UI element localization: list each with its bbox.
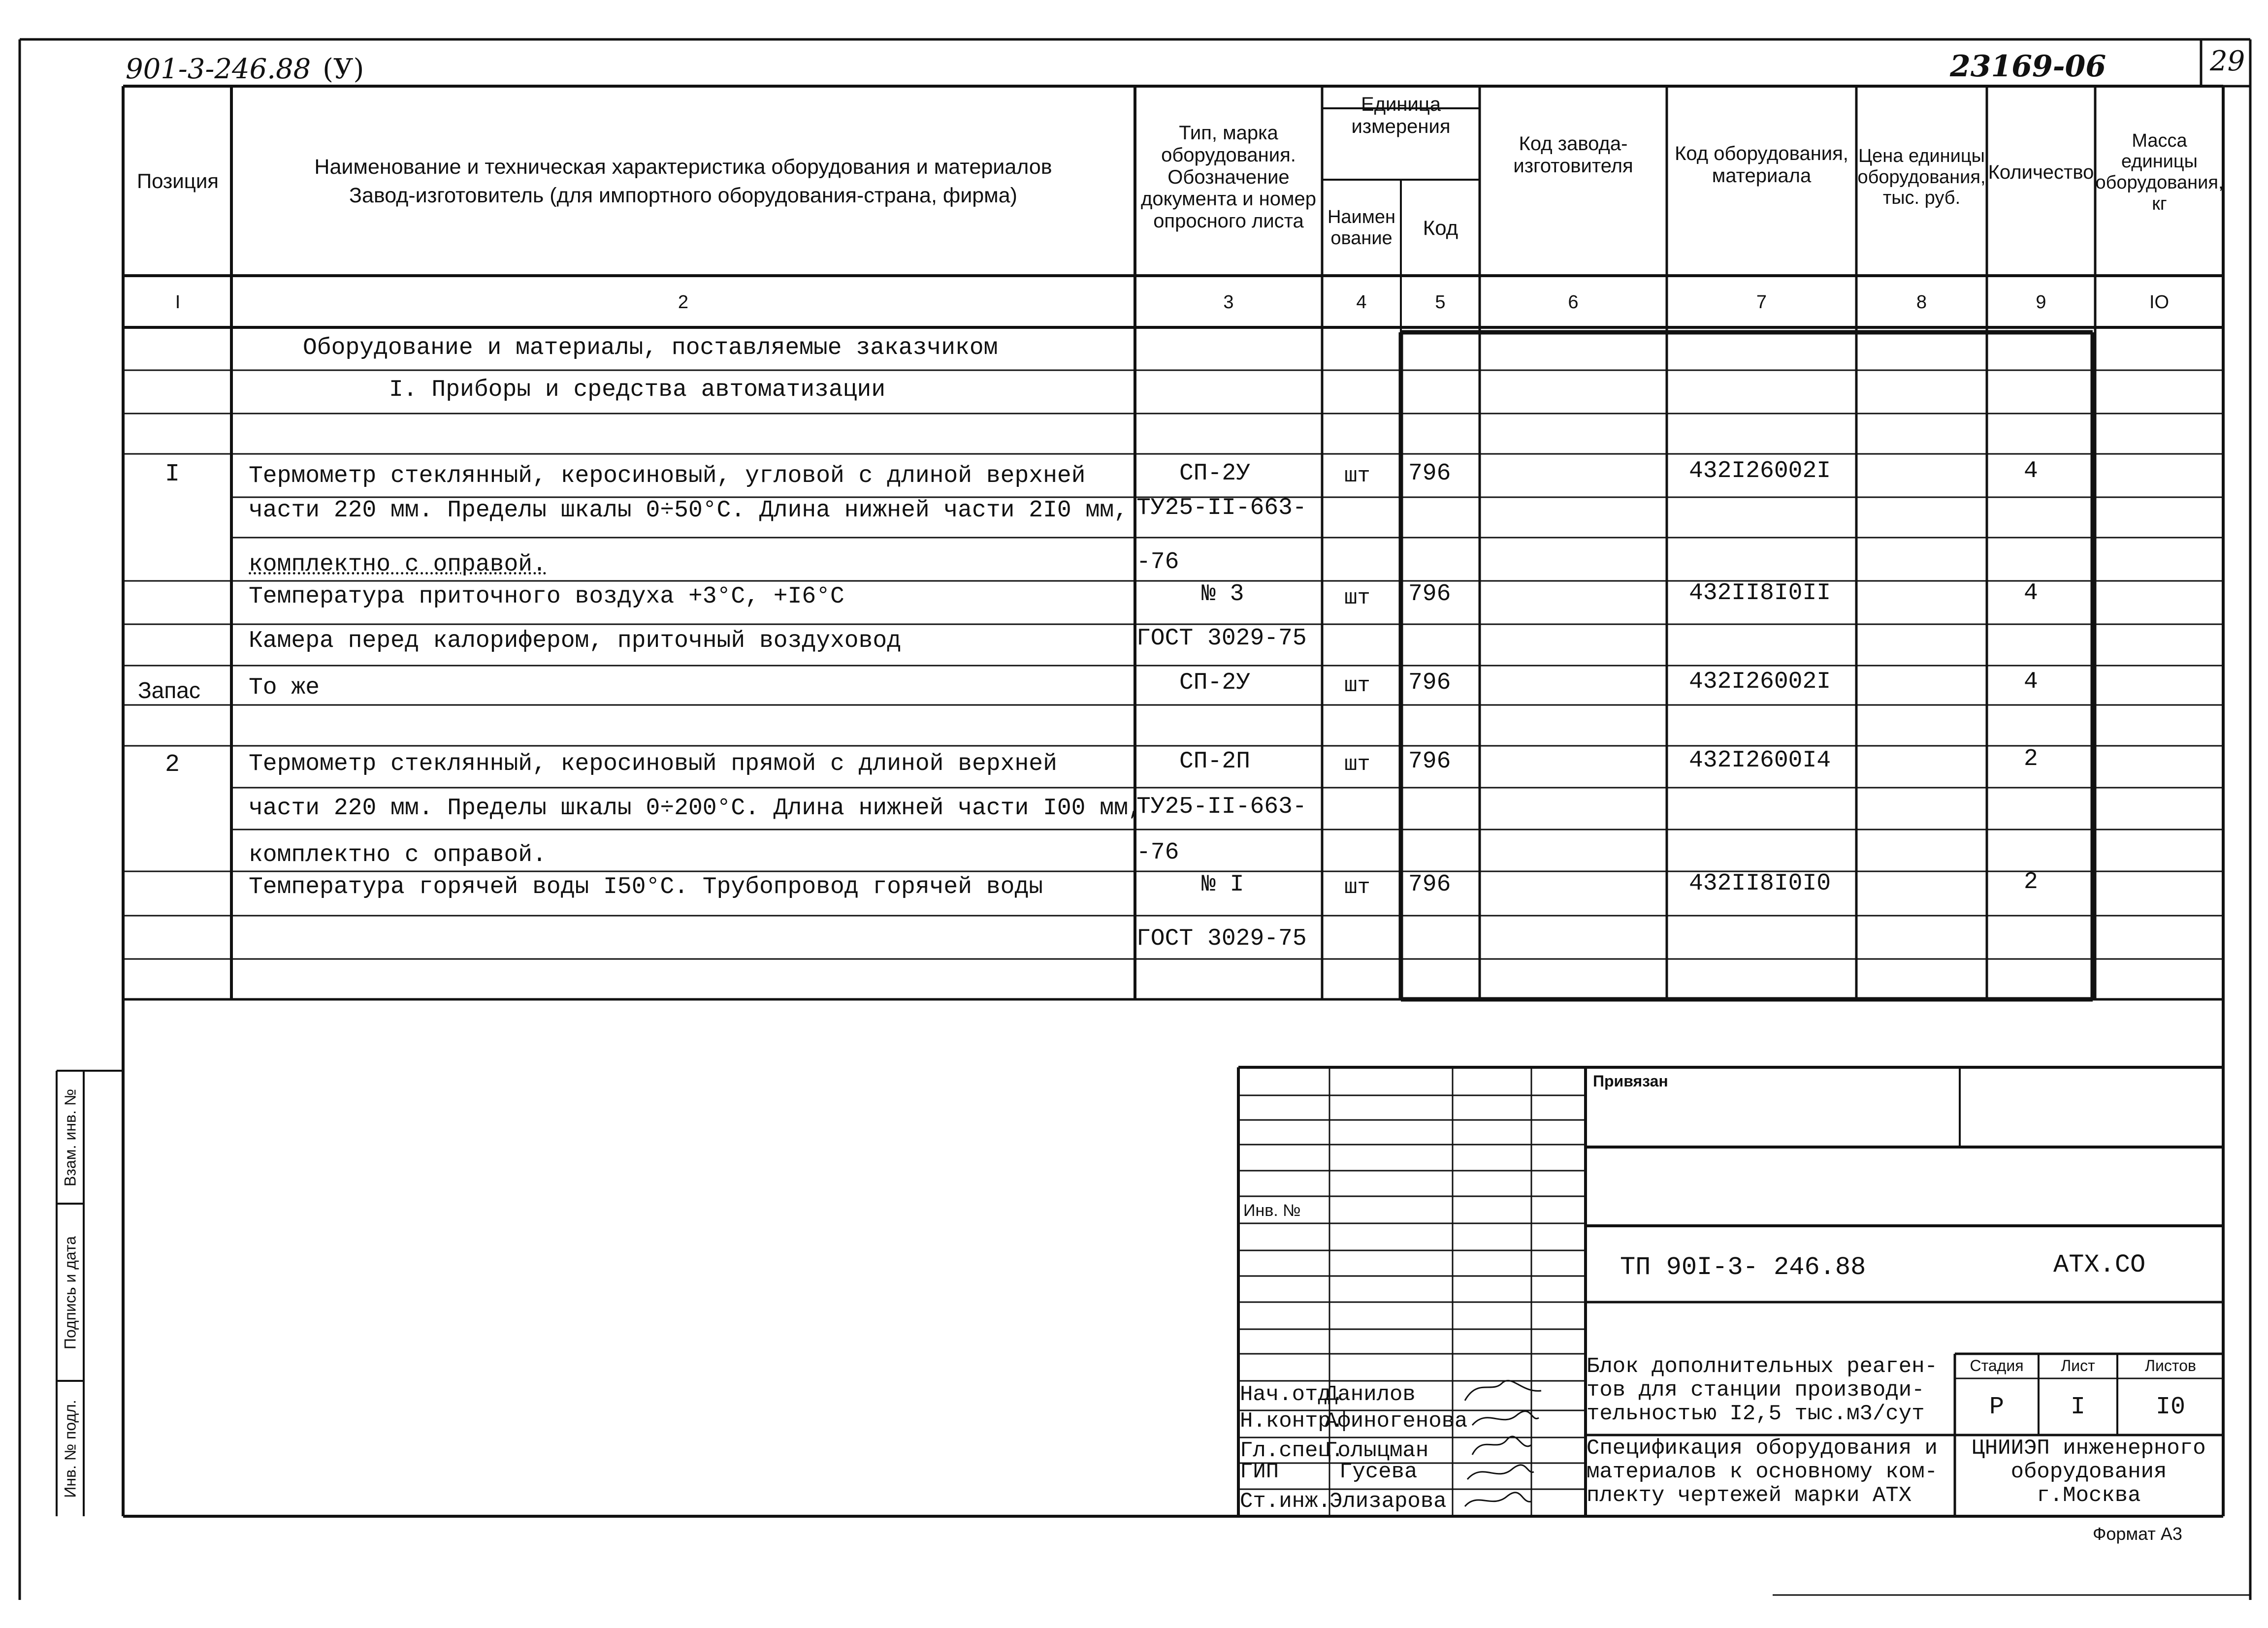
table-row-material-code: 432II8I0II [1689, 580, 1831, 607]
signatory-name: Данилов [1325, 1382, 1416, 1407]
header-name-line2: Завод-изготовитель (для импортного оборудования-страна, фирма) [349, 184, 1017, 207]
signatory-name: Гусева [1339, 1460, 1418, 1484]
table-row-unit-code: 796 [1408, 670, 1451, 696]
doc-mark: АТХ.СО [2053, 1250, 2146, 1279]
col-number-8: 8 [1916, 291, 1927, 313]
table-row-name: части 220 мм. Пределы шкалы 0÷50°С. Длина нижней части 2I0 мм, [249, 497, 1128, 524]
privyazan-label: Привязан [1593, 1072, 1668, 1090]
sheets-value: I0 [2155, 1393, 2185, 1421]
section-title: Оборудование и материалы, поставляемые заказчиком [303, 335, 998, 361]
header-factory-code: Код завода-изготовителя [1513, 133, 1633, 177]
table-row-type: СП-2У [1179, 670, 1251, 696]
side-stamp-inv [58, 1382, 83, 1515]
table-row-type: -76 [1136, 839, 1179, 866]
table-row-unit-code: 796 [1408, 748, 1451, 775]
sheet-value: I [2070, 1393, 2085, 1421]
table-row-name: То же [249, 674, 320, 701]
table-row-quantity: 4 [2024, 458, 2038, 484]
header-name-line1: Наименование и техническая характеристика оборудования и материалов [314, 155, 1052, 179]
page-number: 29 [2210, 45, 2245, 77]
table-row-type: ГОСТ 3029-75 [1136, 625, 1307, 652]
header-material-code: Код оборудования, материала [1675, 143, 1848, 187]
col-number-7: 7 [1756, 291, 1767, 313]
header-name [231, 88, 1135, 275]
spec-title [1587, 1436, 1938, 1507]
side-stamp-vzam [58, 1072, 83, 1203]
signatory-role: ГИП [1240, 1460, 1279, 1484]
drawing-code: 901-3-246.88 [126, 53, 311, 85]
side-stamp-podpis [58, 1205, 83, 1380]
table-row-quantity: 2 [2024, 869, 2038, 895]
spec-title-line2: материалов к основному ком- [1587, 1460, 1938, 1484]
col-number-4: 4 [1356, 291, 1367, 313]
table-row-material-code: 432I26002I [1689, 669, 1831, 695]
doc-number: ТП 90I-3- 246.88 [1620, 1253, 1866, 1282]
col-number-9: 9 [2036, 291, 2046, 313]
table-row-name: Термометр стеклянный, керосиновый прямой с длиной верхней [249, 751, 1057, 777]
table-row-pos: Запас [138, 677, 200, 703]
organization-line1: ЦНИИЭП инженерного [1972, 1436, 2206, 1461]
table-row-unit-code: 796 [1408, 460, 1451, 487]
table-row-quantity: 4 [2024, 580, 2038, 607]
side-stamp-podpis-label: Подпись и дата [61, 1236, 79, 1349]
table-row-quantity: 2 [2024, 746, 2038, 772]
inv-label: Инв. № [1243, 1201, 1301, 1220]
spec-title-line3: плекту чертежей марки АТХ [1587, 1483, 1912, 1508]
table-row-material-code: 432I2600I4 [1689, 747, 1831, 774]
sheets-label: Листов [2145, 1357, 2196, 1375]
table-row-type: СП-2У [1179, 460, 1251, 487]
header-unit-group: Единица измерения [1351, 94, 1451, 137]
object-title [1587, 1355, 1938, 1426]
table-row-pos: 2 [165, 751, 180, 779]
signatory-name: Афиногенова [1325, 1409, 1468, 1434]
table-row-name: Термометр стеклянный, керосиновый, угловой с длиной верхней [249, 463, 1086, 489]
table-row-unit: шт [1344, 752, 1370, 777]
table-row-unit: шт [1344, 464, 1370, 488]
table-row-type: ГОСТ 3029-75 [1136, 926, 1307, 952]
col-number-2: 2 [678, 291, 689, 313]
table-row-name: комплектно с оправой. [249, 842, 547, 868]
sheet-label: Лист [2061, 1357, 2095, 1375]
stage-label: Стадия [1970, 1357, 2024, 1375]
table-row-type: ТУ25-II-663- [1136, 794, 1307, 820]
signatory-name: Голыцман [1325, 1438, 1429, 1463]
table-row-type: № 3 [1201, 581, 1244, 607]
drawing-code-suffix: (У) [323, 53, 364, 85]
table-row-name: Температура приточного воздуха +3°С, +I6°С [249, 583, 844, 610]
header-mass: Масса единицы оборудования, кг [2095, 130, 2224, 214]
table-row-quantity: 4 [2024, 669, 2038, 695]
table-row-unit: шт [1344, 875, 1370, 900]
table-row-unit: шт [1344, 586, 1370, 610]
table-row-name: комплектно с оправой. [249, 551, 547, 578]
table-row-material-code: 432II8I0I0 [1689, 870, 1831, 897]
archive-number: 23169-06 [1950, 49, 2106, 84]
object-title-line3: тельностью I2,5 тыс.м3/сут [1587, 1402, 1925, 1426]
table-row-material-code: 432I26002I [1689, 458, 1831, 484]
table-row-unit-code: 796 [1408, 871, 1451, 898]
table-row-name: части 220 мм. Пределы шкалы 0÷200°С. Длина нижней части I00 мм, [249, 795, 1142, 822]
header-unit-name: Наименование [1327, 206, 1396, 249]
object-title-line2: тов для станции производи- [1587, 1378, 1925, 1403]
side-stamp-inv-label: Инв. № подл. [61, 1400, 79, 1498]
table-row-unit: шт [1344, 673, 1370, 698]
format-label: Формат А3 [2093, 1524, 2182, 1544]
spec-title-line1: Спецификация оборудования и [1587, 1436, 1938, 1461]
signatory-name: Элизарова [1329, 1489, 1447, 1514]
table-row-type: ТУ25-II-663- [1136, 495, 1307, 521]
table-row-pos: I [165, 460, 180, 488]
col-number-10: IO [2149, 291, 2170, 313]
col-number-3: 3 [1223, 291, 1234, 313]
signatory-role: Гл.спец. [1240, 1438, 1344, 1463]
organization [1956, 1436, 2222, 1507]
organization-line2: оборудования [2010, 1460, 2167, 1484]
object-title-line1: Блок дополнительных реаген- [1587, 1354, 1938, 1379]
header-price: Цена единицы оборудования, тыс. руб. [1857, 146, 1986, 209]
table-row-type: СП-2П [1179, 748, 1251, 775]
table-row-type: -76 [1136, 549, 1179, 575]
subsection-title: I. Приборы и средства автоматизации [389, 377, 886, 403]
table-row-type: № I [1201, 871, 1244, 898]
signatory-role: Ст.инж. [1240, 1489, 1331, 1514]
table-row-name: Температура горячей воды I50°С. Трубопровод горячей воды [249, 874, 1043, 900]
signatory-role: Нач.отд. [1240, 1382, 1344, 1407]
header-position: Позиция [136, 169, 219, 193]
header-quantity: Количество [1988, 161, 2094, 183]
col-number-5: 5 [1435, 291, 1446, 313]
stage-value: Р [1989, 1393, 2004, 1421]
side-stamp-vzam-label: Взам. инв. № [61, 1088, 79, 1186]
organization-line3: г.Москва [2037, 1483, 2141, 1508]
table-row-name: Камера перед калорифером, приточный воздуховод [249, 628, 902, 654]
drawing-code-left [126, 53, 364, 85]
signatory-role: Н.контр. [1240, 1409, 1344, 1434]
col-number-1: I [175, 291, 181, 313]
col-number-6: 6 [1568, 291, 1579, 313]
table-row-unit-code: 796 [1408, 581, 1451, 607]
header-type: Тип, марка оборудования. Обозначение документа и номер опросного листа [1141, 122, 1316, 232]
header-unit-code: Код [1423, 216, 1458, 239]
